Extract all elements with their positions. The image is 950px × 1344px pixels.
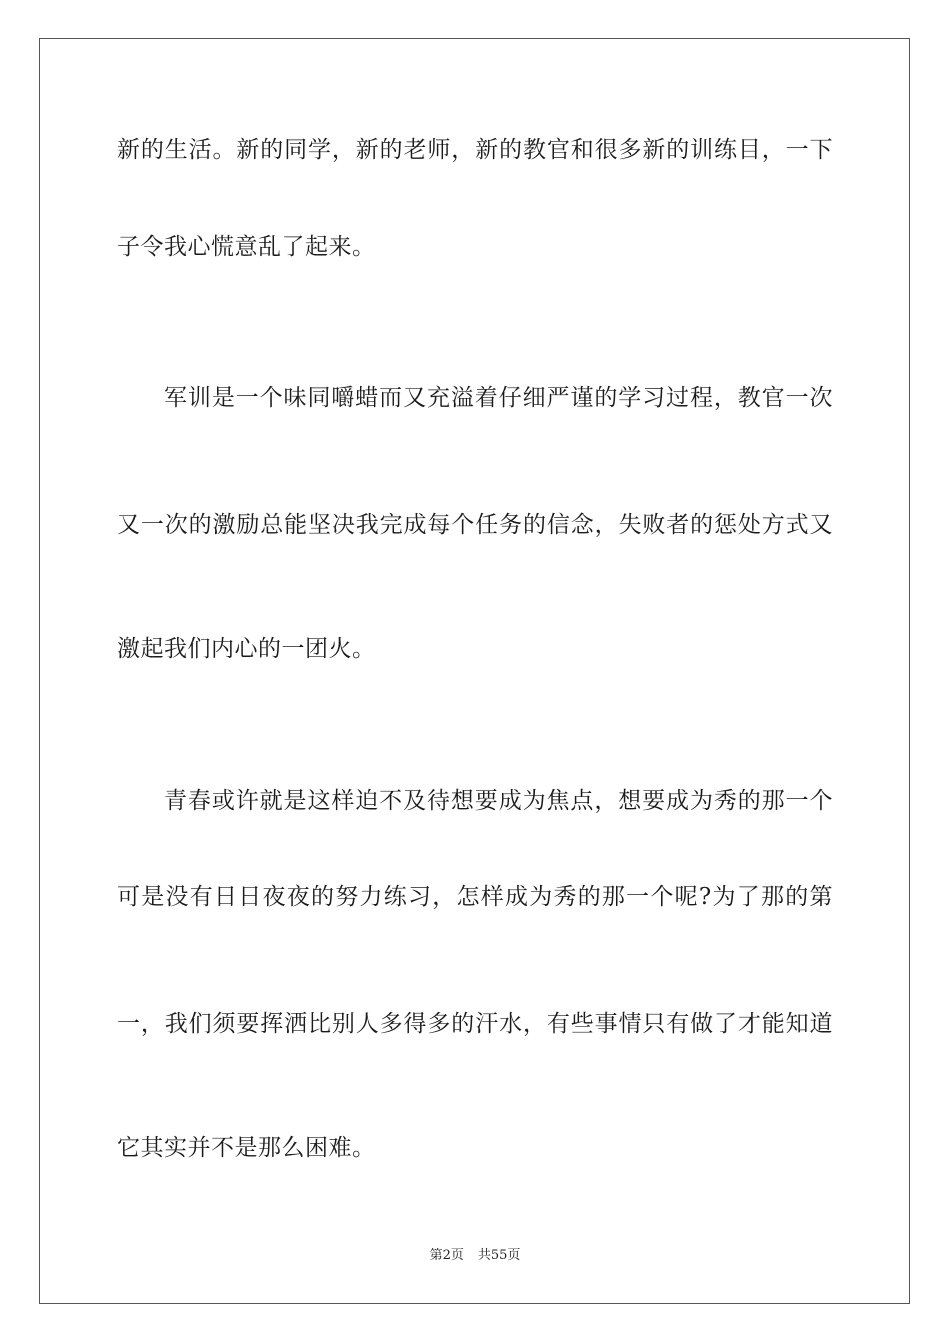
page-total: 共55页 xyxy=(477,1248,521,1263)
paragraph-line-3: 军训是一个味同嚼蜡而又充溢着仔细严谨的学习过程，教官一次 xyxy=(164,385,833,411)
page-border xyxy=(39,38,910,1304)
paragraph-line-5: 激起我们内心的一团火。 xyxy=(117,636,376,662)
paragraph-line-2: 子令我心慌意乱了起来。 xyxy=(117,234,376,260)
paragraph-line-4: 又一次的激励总能坚决我完成每个任务的信念，失败者的惩处方式又 xyxy=(117,512,833,538)
paragraph-line-6: 青春或许就是这样迫不及待想要成为焦点，想要成为秀的那一个 xyxy=(164,788,833,814)
paragraph-line-8: 一，我们须要挥洒比别人多得多的汗水，有些事情只有做了才能知道 xyxy=(117,1011,833,1037)
paragraph-line-1: 新的生活。新的同学，新的老师，新的教官和很多新的训练目，一下 xyxy=(117,137,833,163)
page-number: 第2页 xyxy=(429,1248,464,1263)
page-footer xyxy=(0,1247,950,1265)
paragraph-line-7: 可是没有日日夜夜的努力练习，怎样成为秀的那一个呢?为了那的第 xyxy=(117,884,833,910)
paragraph-line-9: 它其实并不是那么困难。 xyxy=(117,1135,376,1161)
